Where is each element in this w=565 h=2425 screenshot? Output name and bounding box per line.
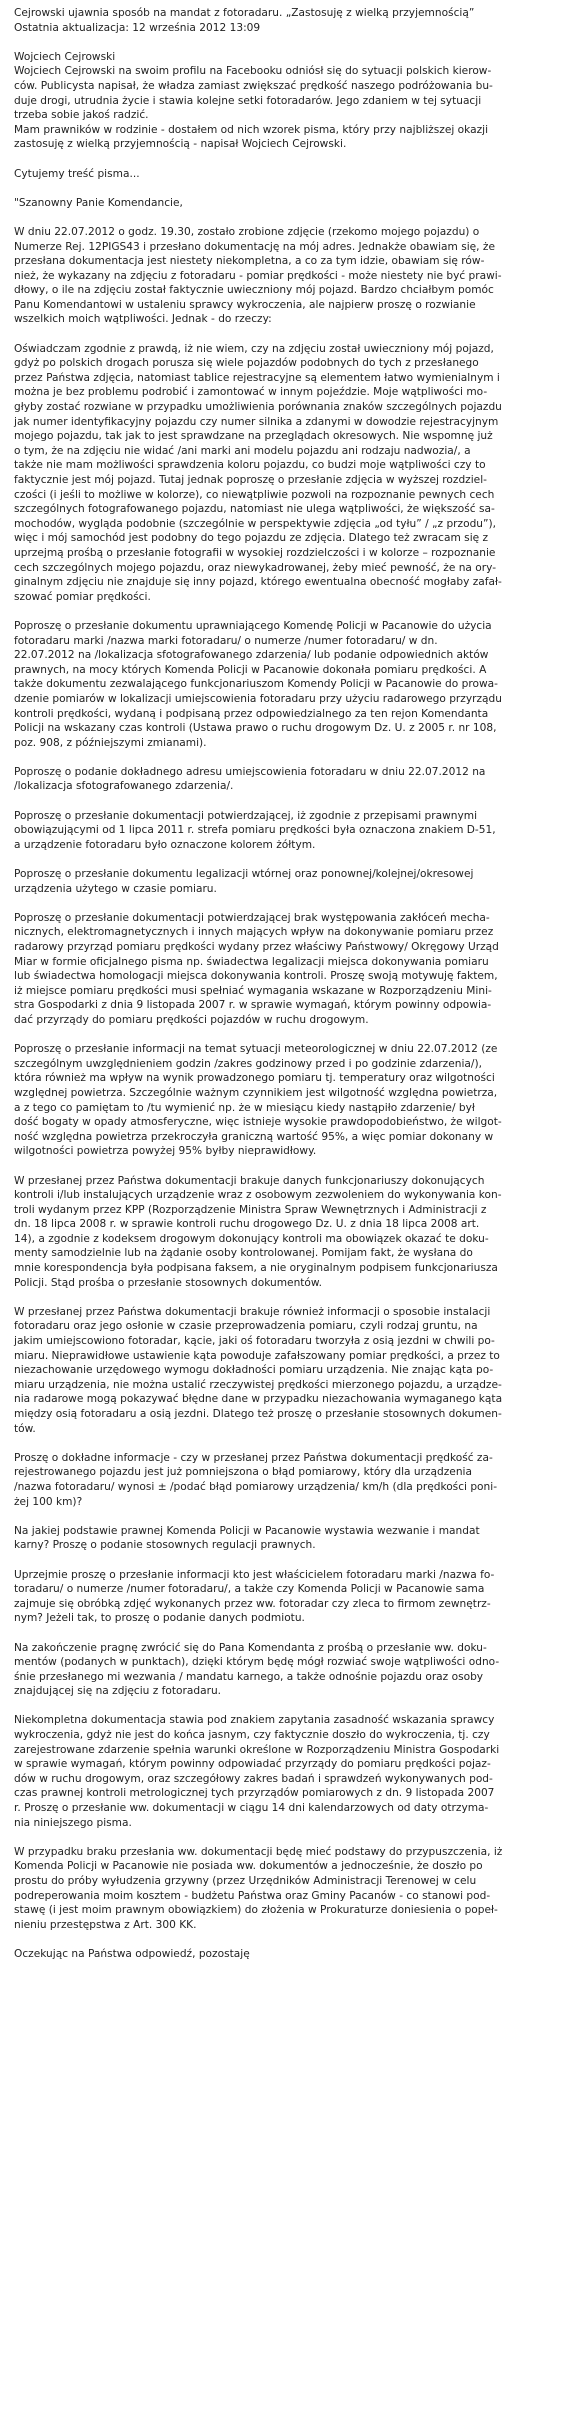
letter-paragraph: Na zakończenie pragnę zwrócić się do Pana Komendanta z prośbą o przesłanie ww. doku- mentów (podanych w punktach), dzięki którym będę mógł rozwiać swoje wątpliwości odno- śnie przesłanego mi wezwania / mandatu karnego, a także odnośnie pojazdu oraz osoby znajdującej się na zdjęciu z fotoradaru.: [14, 1641, 500, 1698]
letter-paragraph: Poproszę o przesłanie dokumentu uprawniającego Komendę Policji w Pacanowie do użycia fotoradaru marki /nazwa marki fotoradaru/ o numerze /numer fotoradaru/ w dn. 22.07.2012 na /lokalizacja sfotografowanego zdarzenia/ lub podanie odpowiednich aktów prawnych, na mocy których Komenda Policji w Pacanowie dokonała pomiaru prędkości. A także dokumentu zezwalającego funkcjonariuszom Komendy Policji w Pacanowie do prowa- dzenie pomiarów w lokalizacji umiejscowienia fotoradaru przy użyciu radarowego przyrządu kontroli prędkości, wydaną i podpisaną przez odpowiedzialnego za ten rejon Komendanta Policji na wskazany czas kontroli (Ustawa prawo o ruchu drogowym Dz. U. z 2005 r. nr 108, poz. 908, z późniejszymi zmianami).: [14, 619, 502, 749]
letter-paragraph: Niekompletna dokumentacja stawia pod znakiem zapytania zasadność wskazania sprawcy wykroczenia, gdyż nie jest do końca jasnym, czy faktycznie doszło do wykroczenia, tj. czy zarejestrowane zdarzenie spełnia warunki określone w Rozporządzeniu Ministra Gospodarki w sprawie wymagań, którym powinny odpowiadać przyrządy do pomiaru prędkości pojaz- dów w ruchu drogowym, oraz szczegółowy zakres badań i sprawdzeń wykonywanych pod- czas prawnej kontroli metrologicznej tych przyrządów pomiarowych z dn. 9 listopada 2007 r. Proszę o przesłanie ww. dokumentacji w ciągu 14 dni kalendarzowych od daty otrzyma- nia niniejszego pisma.: [14, 1714, 500, 1829]
article-intro: Wojciech Cejrowski Wojciech Cejrowski na swoim profilu na Facebooku odniósł się do sytuacji polskich kierow- ców. Publicysta napisał, że władza zamiast zwiększać prędkość naszego podróżowania bu- duje drogi, utrudnia życie i stawia kolejne setki fotoradarów. Jego zdaniem w tej sytuacji trzeba sobie jakoś radzić. Mam prawników w rodzinie - dostałem od nich wzorek pisma, który przy najbliższej okazji zastosuję z wielką przyjemnością - napisał Wojciech Cejrowski.: [14, 50, 493, 151]
letter-paragraph: W przypadku braku przesłania ww. dokumentacji będę mieć podstawy do przypuszczenia, iż Komenda Policji w Pacanowie nie posiada ww. dokumentów a jednocześnie, że doszło po prostu do próby wyłudzenia grzywny (przez Urzędników Administracji Terenowej w celu podreperowania moim kosztem - budżetu Państwa oraz Gminy Pacanów - co stanowi pod- stawę (i jest moim prawnym obowiązkiem) do złożenia w Prokuraturze doniesienia o popeł- nieniu przestępstwa z Art. 300 KK.: [14, 1845, 503, 1931]
article-title: Cejrowski ujawnia sposób na mandat z fotoradaru. „Zastosuję z wielką przyjemnością”: [14, 7, 475, 19]
letter-paragraph: Poproszę o przesłanie informacji na temat sytuacji meteorologicznej w dniu 22.07.2012 (ze szczególnym uwzględnieniem godzin /zakres godzinowy przed i po godzinie zdarzenia/), która również ma wpływ na wynik prowadzonego pomiaru tj. temperatury oraz wilgotności względnej powietrza. Szczególnie ważnym czynnikiem jest wilgotność względna powietrza, a z tego co pamiętam to /tu wymienić np. że w miesiącu kiedy nastąpiło zdarzenie/ był dość bogaty w opady atmosferyczne, więc istnieje wysokie prawdopodobieństwo, że wilgot- ność względna powietrza przekroczyła graniczną wartość 95%, a więc pomiar dokonany w wilgotności powietrza powyżej 95% byłby nieprawidłowy.: [14, 1043, 502, 1158]
letter-paragraph: Poproszę o podanie dokładnego adresu umiejscowienia fotoradaru w dniu 22.07.2012 na /lokalizacja sfotografowanego zdarzenia/.: [14, 765, 486, 793]
letter-paragraph: Uprzejmie proszę o przesłanie informacji kto jest właścicielem fotoradaru marki /nazwa fo- toradaru/ o numerze /numer fotoradaru/, a także czy Komenda Policji w Pacanowie sama zajmuje się obróbką zdjęć wykonanych przez ww. fotoradar czy zleca to firmom zewnętrz- nym? Jeżeli tak, to proszę o podanie danych podmiotu.: [14, 1568, 495, 1625]
letter-paragraph: Poproszę o przesłanie dokumentu legalizacji wtórnej oraz ponownej/kolejnej/okresowej urządzenia użytego w czasie pomiaru.: [14, 868, 474, 895]
letter-paragraph: Oświadczam zgodnie z prawdą, iż nie wiem, czy na zdjęciu został uwieczniony mój pojazd, gdyż po polskich drogach porusza się wiele pojazdów podobnych do tych z przesłanego przez Państwa zdjęcia, natomiast tablice rejestracyjne są elementem łatwo wymienialnym i można je bez problemu podrobić i zamontować w innym pojeździe. Moje wątpliwości mo- głyby zostać rozwiane w przypadku umożliwienia porównania znaków szczególnych pojazdu jak numer identyfikacyjny pojazdu czy numer silnika a zdanymi w dowodzie rejestracyjnym mojego pojazdu, tak jak to jest sprawdzane na przeglądach okresowych. Nie wspomnę już o tym, że na zdjęciu nie widać /ani marki ani modelu pojazdu ani rodzaju nadwozia/, a także nie mam możliwości sprawdzenia koloru pojazdu, co budzi moje wątpliwości czy to faktycznie jest mój pojazd. Tutaj jednak poproszę o przesłanie zdjęcia w wyższej rozdziel- czości (i jeśli to możliwe w kolorze), co niewątpliwie pozwoli na rozpoznanie pewnych cech szczególnych fotografowanego pojazdu, natomiast nie ulega wątpliwości, że większość sa- mochodów, wygląda podobnie (szczególnie w perspektywie zdjęcia „od tyłu” / „z przodu”), więc i mój samochód jest podobny do tego pojazdu ze zdjęcia. Dlatego też zwracam się z uprzejmą prośbą o przesłanie fotografii w wysokiej rozdzielczości i w kolorze – rozpoznanie cech szczególnych mojego pojazdu, oraz niewykadrowanej, żeby mieć pewność, że na ory- ginalnym zdjęciu nie znajduje się inny pojazd, którego ewentualna obecność mogłaby zafał- szować pomiar prędkości.: [14, 342, 502, 603]
letter-salutation: "Szanowny Panie Komendancie,: [14, 196, 183, 209]
letter-closing: Oczekując na Państwa odpowiedź, pozostaję: [14, 1947, 250, 1960]
quote-intro: Cytujemy treść pisma...: [14, 167, 140, 180]
last-updated: Ostatnia aktualizacja: 12 września 2012 13:09: [14, 21, 261, 34]
letter-paragraph: W przesłanej przez Państwa dokumentacji brakuje danych funkcjonariuszy dokonujących kontroli i/lub instalujących urządzenie wraz z osobowym zezwoleniem do wykonywania kon- troli wydanym przez KPP (Rozporządzenie Ministra Spraw Wewnętrznych i Administracji z dn. 18 lipca 2008 r. w sprawie kontroli ruchu drogowego Dz. U. z dnia 18 lipca 2008 art. 14), a zgodnie z kodeksem drogowym dokonujący kontroli ma obowiązek okazać te doku- menty samodzielnie lub na żądanie osoby kontrolowanej. Pomijam fakt, że wysłana do mnie korespondencja była podpisana faksem, a nie oryginalnym podpisem funkcjonariusza Policji. Stąd prośba o przesłanie stosownych dokumentów.: [14, 1174, 502, 1289]
letter-paragraph: Proszę o dokładne informacje - czy w przesłanej przez Państwa dokumentacji prędkość za- rejestrowanego pojazdu jest już pomniejszona o błąd pomiarowy, który dla urządzenia /nazwa fotoradaru/ wynosi ± /podać błąd pomiarowy urządzenia/ km/h (dla prędkości poni- żej 100 km)?: [14, 1451, 498, 1508]
letter-paragraph: W przesłanej przez Państwa dokumentacji brakuje również informacji o sposobie instalacji fotoradaru oraz jego osłonie w czasie przeprowadzenia pomiaru, czyli rodzaj gruntu, na jakim umiejscowiono fotoradar, kącie, jaki oś fotoradaru tworzyła z osią jezdni w chwili po- miaru. Nieprawidłowe ustawienie kąta powoduje zafałszowany pomiar prędkości, a przez to niezachowanie urzędowego wymogu dokładności pomiaru urządzenia. Nie znając kąta po- miaru urządzenia, nie można ustalić rzeczywistej prędkości mierzonego pojazdu, a urządze- nia radarowe mogą pokazywać błędne dane w przypadku niezachowania wymaganego kąta między osią fotoradaru a osią jezdni. Dlatego też proszę o przesłanie stosownych dokumen- tów.: [14, 1305, 503, 1435]
letter-paragraph: Na jakiej podstawie prawnej Komenda Policji w Pacanowie wystawia wezwanie i mandat karny? Proszę o podanie stosownych regulacji prawnych.: [14, 1524, 480, 1552]
letter-paragraph: Poproszę o przesłanie dokumentacji potwierdzającej brak występowania zakłóceń mecha- nicznych, elektromagnetycznych i innych mających wpływ na dokonywanie pomiaru przez radarowy przyrząd pomiaru prędkości wydany przez właściwy Państwowy/ Okręgowy Urząd Miar w formie oficjalnego pisma np. świadectwa legalizacji miejsca dokonywania pomiaru lub świadectwa homologacji miejsca dokonywania kontroli. Proszę swoją motywuję faktem, iż miejsce pomiaru prędkości musi spełniać wymagania wskazane w Rozporządzeniu Mini- stra Gospodarki z dnia 9 listopada 2007 r. w sprawie wymagań, którym powinny odpowia- dać przyrządy do pomiaru prędkości pojazdów w ruchu drogowym.: [14, 911, 499, 1026]
letter-paragraph: Poproszę o przesłanie dokumentacji potwierdzającej, iż zgodnie z przepisami prawnymi obowiązującymi od 1 lipca 2011 r. strefa pomiaru prędkości była oznaczona znakiem D-51, a urządzenie fotoradaru było oznaczone kolorem żółtym.: [14, 809, 496, 851]
letter-paragraph: W dniu 22.07.2012 o godz. 19.30, zostało zrobione zdjęcie (rzekomo mojego pojazdu) o Numerze Rej. 12PIGS43 i przesłano dokumentację na mój adres. Jednakże obawiam się, że przesłana dokumentacja jest niestety niekompletna, a co za tym idzie, obawiam się rów- nież, że wykazany na zdjęciu z fotoradaru - pomiar prędkości - może niestety nie być prawi- dłowy, o ile na zdjęciu został faktycznie uwieczniony mój pojazd. Bardzo chciałbym pomóc Panu Komendantowi w ustaleniu sprawcy wykroczenia, ale najpierw proszę o rozwianie wszelkich moich wątpliwości. Jednak - do rzeczy:: [14, 225, 502, 326]
